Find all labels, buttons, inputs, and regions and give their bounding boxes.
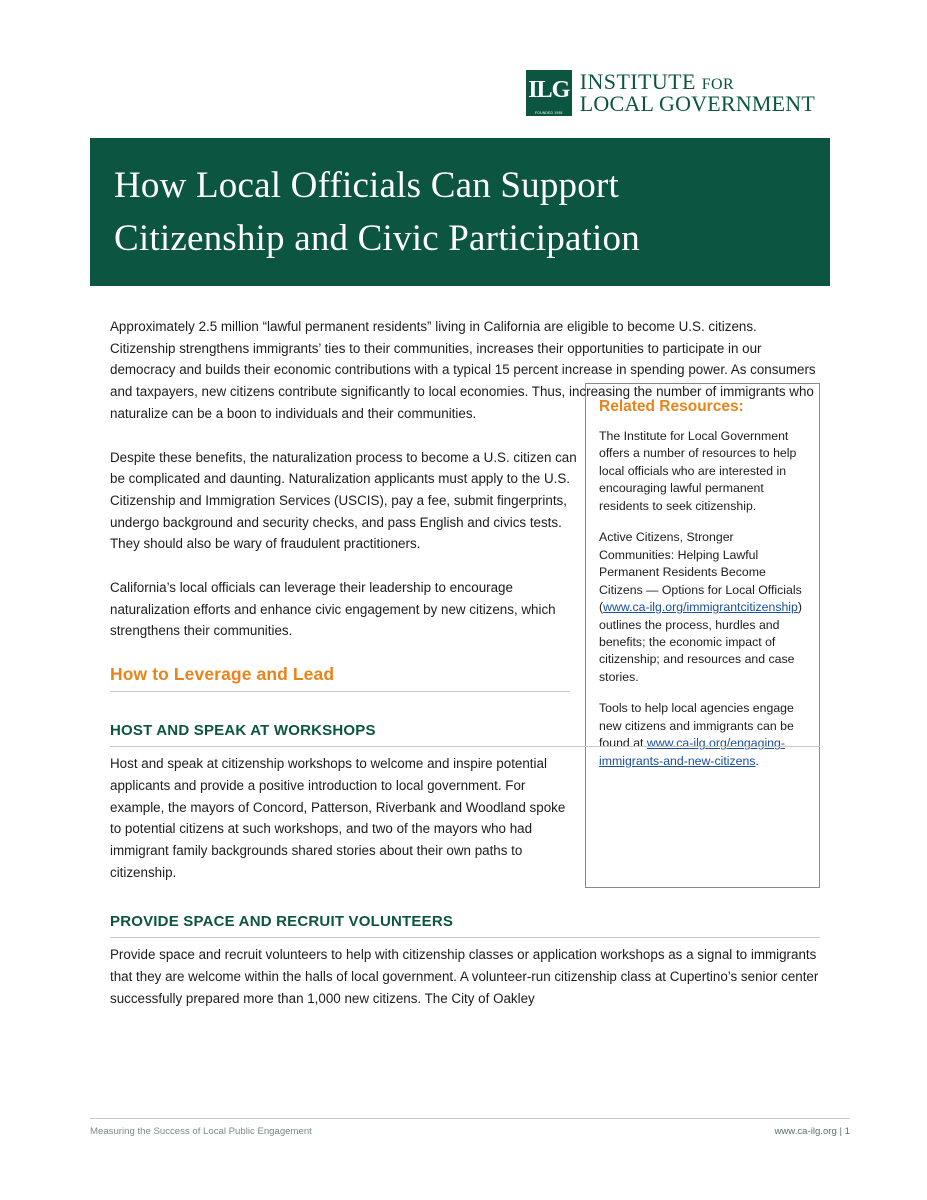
sidebar-link-engaging-immigrants[interactable]: www.ca-ilg.org/engaging-immigrants-and-new-citizens	[599, 736, 785, 768]
heading-provide-space-and-recruit-volunteers: PROVIDE SPACE AND RECRUIT VOLUNTEERS	[110, 913, 820, 938]
paragraph-3: California’s local officials can leverage their leadership to encourage naturalization efforts and enhance civic engagement by new citizens, which strengthens their communities.	[110, 580, 556, 639]
ilg-logo-wordmark	[579, 68, 815, 116]
sidebar-p3-post: .	[755, 753, 759, 768]
footer-left-text: Measuring the Success of Local Public Engagement	[90, 1126, 312, 1137]
sidebar-p3-pre: Tools to help local agencies engage new citizens and immigrants can be found at	[599, 701, 794, 751]
body-content	[110, 316, 820, 1031]
logo-line-2: LOCAL GOVERNMENT	[579, 91, 815, 116]
paragraph-2: Despite these benefits, the naturalization process to become a U.S. citizen can be complicated and daunting. Naturalization applicants must apply to the U.S. Citizenship and Immigration Services (USCIS), pay a fee, submit fingerprints, undergo background and security checks, and pass English and civics tests. They should also be wary of fraudulent practitioners.	[110, 449, 577, 552]
sidebar-link-immigrant-citizenship[interactable]: www.ca-ilg.org/immigrantcitizenship	[603, 600, 798, 615]
logo-founded-text: FOUNDED 1955	[534, 111, 563, 115]
sidebar-p2-post: ) outlines the process, hurdles and benefits; the economic impact of citizenship; and resources and case stories.	[599, 600, 802, 684]
sidebar-heading: Related Resources:	[599, 398, 744, 415]
paragraph-1: Approximately 2.5 million “lawful permanent residents” living in California are eligible to become U.S. citizens. Citizenship strengthens immigrants’ ties to their communities, increases their opportunities to participate in our democracy and builds their economic contributions with a typical 15 percent increase in spending power. As consumers and taxpayers, new citizens contribute significantly to local economies. Thus, increasing the number of immigrants who naturalize can be a boon to individuals and their communities.	[110, 319, 816, 421]
title-banner	[90, 138, 830, 286]
footer-right-text: www.ca-ilg.org | 1	[774, 1126, 850, 1137]
logo-for-text: FOR	[701, 75, 735, 93]
footer-divider	[90, 1118, 850, 1119]
heading-how-to-leverage-and-lead: How to Leverage and Lead	[110, 664, 570, 692]
paragraph-5: Provide space and recruit volunteers to help with citizenship classes or application workshops as a signal to immigrants that they are welcome within the halls of local government. A volunteer-run citizenship class at Cupertino’s senior center successfully prepared more than 1,000 new citizens. The City of Oakley	[110, 947, 819, 1006]
logo-line-1	[579, 68, 815, 94]
logo-mark-text: ILG	[528, 77, 570, 103]
logo-institute-text: INSTITUTE	[579, 68, 696, 94]
heading-host-and-speak-at-workshops: HOST AND SPEAK AT WORKSHOPS	[110, 722, 820, 747]
ilg-logo	[526, 70, 815, 116]
page-footer	[90, 1126, 850, 1137]
ilg-logo-mark	[526, 70, 572, 116]
page-title: How Local Officials Can Support Citizenship and Civic Participation	[114, 165, 640, 259]
paragraph-4: Host and speak at citizenship workshops to welcome and inspire potential applicants and provide a positive introduction to local government. For example, the mayors of Concord, Patterson, Riverbank and Woodland spoke to potential citizens at such workshops, and two of the mayors who had immigrant family backgrounds shared stories about their own paths to citizenship.	[110, 756, 566, 880]
sidebar-paragraph-1: The Institute for Local Government offers a number of resources to help local officials who are interested in encouraging lawful permanent residents to seek citizenship.	[599, 429, 797, 513]
sidebar-p2-pre: Active Citizens, Stronger Communities: Helping Lawful Permanent Residents Become Citizens — Options for Local Officials (	[599, 530, 802, 615]
